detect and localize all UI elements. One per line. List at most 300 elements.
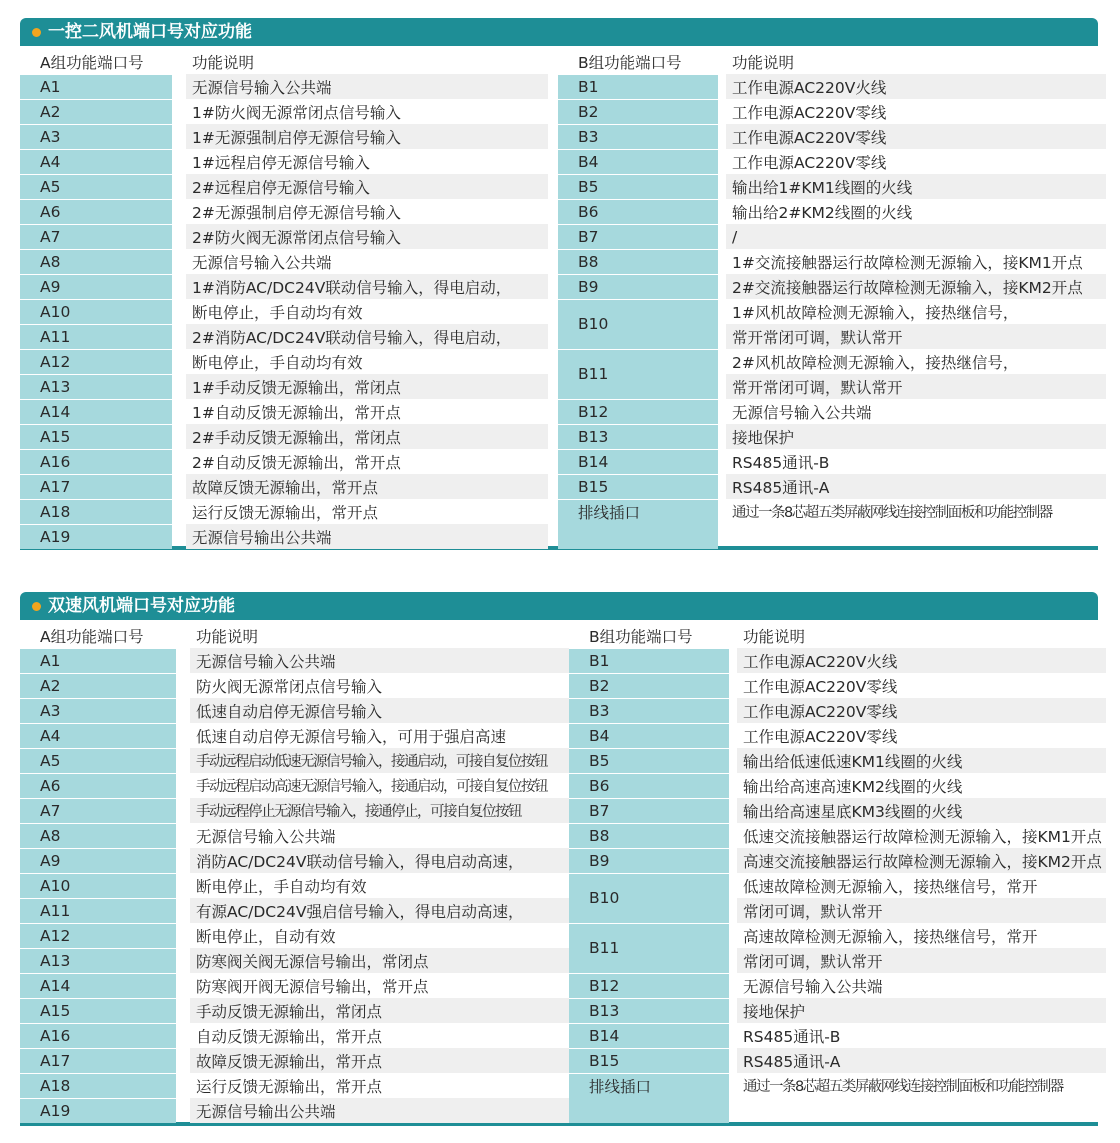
b-desc-cell-text: 输出给高速高速KM2线圈的火线 [743,777,963,796]
b-port-cell-text: B15 [578,477,609,496]
a-port-header-text: A组功能端口号 [40,627,144,646]
b-port-cell [558,299,718,349]
b-desc-cell [737,748,1106,773]
a-port-cell-text: A4 [40,726,61,745]
b-desc-cell-text: RS485通讯-A [743,1052,841,1071]
b-port-cell [569,873,729,923]
b-desc-cell-line2-text: 常开常闭可调，默认常开 [732,328,903,347]
b-port-cell-text: B8 [589,826,610,845]
a-desc-cell [190,848,572,873]
a-desc-cell [186,349,548,374]
b-desc-cell [737,773,1106,798]
a-port-cell [20,873,176,898]
a-desc-cell-text: 手动远程启动高速无源信号输入，接通启动，可接自复位按钮 [196,779,547,795]
b-desc-cell-text: 通过一条8芯超五类屏蔽网线连接控制面板和功能控制器 [732,505,1052,521]
b-port-cell-text: B14 [589,1026,620,1045]
a-desc-cell-text: 无源信号输出公共端 [192,528,332,547]
b-desc-cell [726,424,1106,449]
b-desc-cell-text: 输出给高速星底KM3线圈的火线 [743,802,963,821]
b-desc-cell-text: 工作电源AC220V零线 [732,128,887,147]
b-port-cell [558,149,718,174]
b-desc-cell-line2 [726,324,1106,349]
a-desc-cell [190,798,572,823]
a-desc-cell [190,1023,572,1048]
b-port-cell-text: B5 [578,177,599,196]
a-desc-cell-text: 2#远程启停无源信号输入 [192,178,370,197]
a-desc-cell [190,823,572,848]
a-desc-cell-text: 防火阀无源常闭点信号输入 [196,677,383,696]
a-desc-cell [190,998,572,1023]
a-port-cell-text: A14 [40,402,71,421]
b-desc-cell-text: 接地保护 [732,428,795,447]
a-desc-cell [190,723,572,748]
a-desc-cell [186,249,548,274]
b-desc-cell-text: 1#风机故障检测无源输入，接热继信号， [732,303,1019,322]
a-port-cell-text: A17 [40,1051,71,1070]
a-port-cell [20,99,172,124]
a-desc-cell-text: 消防AC/DC24V联动信号输入，得电启动高速， [196,852,524,871]
b-desc-cell-text: 工作电源AC220V火线 [732,78,887,97]
b-port-cell-text: B7 [589,801,610,820]
b-desc-cell [726,449,1106,474]
a-port-cell [20,823,176,848]
a-desc-cell-text: 有源AC/DC24V强启信号输入，得电启动高速， [196,902,524,921]
a-desc-cell-text: 运行反馈无源输出，常开点 [192,503,379,522]
b-desc-cell-text: 工作电源AC220V零线 [743,727,898,746]
a-desc-cell-text: 故障反馈无源输出，常开点 [196,1052,383,1071]
b-port-header-text: B组功能端口号 [589,627,693,646]
b-port-cell-text: B5 [589,751,610,770]
a-port-cell [20,973,176,998]
b-desc-cell [726,399,1106,424]
a-desc-cell-text: 自动反馈无源输出，常开点 [196,1027,383,1046]
b-port-cell [558,274,718,299]
b-desc-cell-text: 高速交流接触器运行故障检测无源输入，接KM2开点 [743,852,1102,871]
a-desc-cell-text: 无源信号输入公共端 [192,78,332,97]
b-port-cell [569,648,729,673]
a-port-cell [20,673,176,698]
b-desc-header-text: 功能说明 [732,53,795,72]
b-port-cell [558,174,718,199]
b-port-cell-text: 排线插口 [589,1077,652,1096]
a-port-cell-text: A2 [40,676,61,695]
b-desc-cell-text: / [732,227,738,246]
a-port-cell-text: A15 [40,1001,71,1020]
a-desc-cell [186,474,548,499]
a-port-cell [20,274,172,299]
a-port-cell [20,798,176,823]
b-desc-cell-text: 输出给低速低速KM1线圈的火线 [743,752,963,771]
a-desc-cell-text: 断电停止，手自动均有效 [196,877,367,896]
a-desc-cell-text: 无源信号输入公共端 [196,827,336,846]
a-port-cell-text: A9 [40,277,61,296]
a-desc-cell [186,199,548,224]
a-desc-cell [186,499,548,524]
b-desc-cell [726,74,1106,99]
b-desc-cell-line2 [726,374,1106,399]
section-title: 双速风机端口号对应功能 [48,596,235,616]
b-desc-cell [737,798,1106,823]
b-port-cell [569,748,729,773]
a-port-cell-text: A8 [40,252,61,271]
b-desc-cell [726,224,1106,249]
a-desc-cell [186,374,548,399]
b-desc-cell-text: 高速故障检测无源输入，接热继信号，常开 [743,927,1038,946]
b-port-cell [569,798,729,823]
a-desc-cell [186,224,548,249]
b-desc-cell [726,149,1106,174]
a-port-cell [20,1073,176,1098]
b-port-cell-text: B2 [589,676,610,695]
bullet-dot-icon [32,28,41,37]
b-port-cell [569,923,729,973]
b-port-cell [569,973,729,998]
b-port-cell [569,1048,729,1073]
b-port-header [569,623,729,648]
b-port-cell [569,998,729,1023]
a-desc-cell [190,1098,572,1123]
port-tables [20,46,1098,550]
b-desc-cell [726,174,1106,199]
a-port-cell [20,998,176,1023]
b-port-cell [569,698,729,723]
a-desc-cell-text: 防寒阀关阀无源信号输出，常闭点 [196,952,429,971]
a-desc-cell [190,923,572,948]
a-desc-cell-text: 2#消防AC/DC24V联动信号输入，得电启动， [192,328,512,347]
a-port-cell-text: A1 [40,77,61,96]
b-desc-cell-line2-text: 常闭可调，默认常开 [743,902,883,921]
b-port-cell [569,823,729,848]
a-port-cell [20,698,176,723]
b-port-cell-text: B8 [578,252,599,271]
a-port-cell [20,1023,176,1048]
b-desc-cell [737,698,1106,723]
b-port-cell-text: 排线插口 [578,503,641,522]
a-port-cell [20,249,172,274]
b-port-cell-text: B3 [589,701,610,720]
b-port-cell [558,74,718,99]
b-port-cell-text: B15 [589,1051,620,1070]
b-desc-cell-text: 1#交流接触器运行故障检测无源输入，接KM1开点 [732,253,1083,272]
a-desc-cell-text: 低速自动启停无源信号输入，可用于强启高速 [196,727,507,746]
a-port-cell-text: A3 [40,701,61,720]
a-desc-cell [190,948,572,973]
a-port-cell-text: A6 [40,202,61,221]
b-desc-cell [726,349,1106,374]
b-desc-cell [737,973,1106,998]
a-desc-cell-text: 无源信号输入公共端 [192,253,332,272]
a-desc-cell [186,99,548,124]
a-port-cell-text: A14 [40,976,71,995]
a-desc-cell-text: 1#远程启停无源信号输入 [192,153,370,172]
a-port-cell [20,1098,176,1123]
a-desc-cell-text: 防寒阀开阀无源信号输出，常开点 [196,977,429,996]
a-port-cell-text: A12 [40,926,71,945]
b-port-cell-text: B4 [578,152,599,171]
a-desc-cell [186,149,548,174]
b-port-cell-text: B13 [578,427,609,446]
a-desc-cell-text: 2#自动反馈无源输出，常开点 [192,453,401,472]
a-desc-cell [190,773,572,798]
b-desc-cell-text: 通过一条8芯超五类屏蔽网线连接控制面板和功能控制器 [743,1079,1063,1095]
a-desc-cell-text: 1#防火阀无源常闭点信号输入 [192,103,401,122]
a-port-cell-text: A17 [40,477,71,496]
b-port-cell [569,1023,729,1048]
a-port-header-text: A组功能端口号 [40,53,144,72]
a-desc-cell [186,424,548,449]
b-port-cell [569,848,729,873]
b-desc-header-text: 功能说明 [743,627,806,646]
port-tables [20,620,1102,1126]
a-desc-cell [190,673,572,698]
a-desc-cell [190,1073,572,1098]
a-port-cell-text: A18 [40,502,71,521]
a-port-cell-text: A15 [40,427,71,446]
a-port-cell-text: A5 [40,177,61,196]
a-port-cell-text: A7 [40,227,61,246]
b-port-cell-text: B9 [589,851,610,870]
b-port-cell [558,399,718,424]
a-desc-cell [190,898,572,923]
a-desc-cell [186,449,548,474]
a-port-cell [20,399,172,424]
a-port-cell-text: A13 [40,951,71,970]
a-port-cell [20,199,172,224]
a-port-cell-text: A11 [40,901,71,920]
a-port-cell-text: A19 [40,1101,71,1120]
a-port-cell [20,124,172,149]
b-port-cell-text: B6 [578,202,599,221]
b-desc-cell [726,274,1106,299]
b-desc-cell-text: 工作电源AC220V火线 [743,652,898,671]
b-port-cell-text: B11 [578,365,609,383]
b-desc-cell-text: 接地保护 [743,1002,806,1021]
b-desc-cell-text: 无源信号输入公共端 [732,403,872,422]
b-port-cell-text: B6 [589,776,610,795]
a-port-column [20,49,172,549]
b-desc-cell [737,1048,1106,1073]
a-port-cell [20,149,172,174]
b-port-cell-text: B14 [578,452,609,471]
a-desc-header [190,623,572,648]
a-port-cell-text: A2 [40,102,61,121]
b-desc-cell-text: RS485通讯-B [732,453,830,472]
b-port-cell [569,723,729,748]
b-port-cell [558,424,718,449]
b-desc-cell-text: RS485通讯-B [743,1027,841,1046]
a-port-cell-text: A10 [40,876,71,895]
a-port-cell-text: A4 [40,152,61,171]
a-port-cell [20,374,172,399]
b-port-cell-text: B9 [578,277,599,296]
a-port-cell-text: A16 [40,1026,71,1045]
a-desc-cell-text: 2#手动反馈无源输出，常闭点 [192,428,401,447]
a-port-cell [20,848,176,873]
a-desc-cell-text: 断电停止，自动有效 [196,927,336,946]
a-port-cell-text: A10 [40,302,71,321]
a-desc-cell-text: 运行反馈无源输出，常开点 [196,1077,383,1096]
b-port-cell-text: B4 [589,726,610,745]
b-desc-cell [737,648,1106,673]
b-desc-cell-text: 工作电源AC220V零线 [732,103,887,122]
a-desc-header [186,49,548,74]
b-desc-cell-text: 无源信号输入公共端 [743,977,883,996]
section-header [20,18,1098,46]
b-port-header-text: B组功能端口号 [578,53,682,72]
a-desc-cell-text: 2#防火阀无源常闭点信号输入 [192,228,401,247]
a-desc-cell [190,698,572,723]
a-desc-cell-text: 2#无源强制启停无源信号输入 [192,203,401,222]
a-desc-cell-text: 手动反馈无源输出，常闭点 [196,1002,383,1021]
b-port-cell-text: B1 [578,77,599,96]
b-desc-cell-text: 2#交流接触器运行故障检测无源输入，接KM2开点 [732,278,1083,297]
b-desc-cell [726,124,1106,149]
b-desc-header [726,49,1106,74]
b-desc-cell-text: 工作电源AC220V零线 [743,677,898,696]
a-port-cell [20,524,172,549]
b-port-cell [558,199,718,224]
a-port-cell [20,349,172,374]
b-port-cell [558,99,718,124]
a-desc-cell-text: 手动远程启动低速无源信号输入，接通启动，可接自复位按钮 [196,754,547,770]
b-port-cell-text: B13 [589,1001,620,1020]
b-desc-cell-text: 低速故障检测无源输入，接热继信号，常开 [743,877,1038,896]
b-desc-cell [726,99,1106,124]
a-port-cell [20,1048,176,1073]
a-port-cell [20,74,172,99]
b-desc-cell [737,998,1106,1023]
b-desc-cell [737,873,1106,898]
a-desc-cell [186,299,548,324]
a-desc-cell [190,748,572,773]
b-port-cell [558,349,718,399]
b-desc-cell [737,1023,1106,1048]
b-port-column [569,623,729,1123]
a-port-cell [20,898,176,923]
a-desc-cell [186,124,548,149]
b-port-cell-text: B12 [578,402,609,421]
b-desc-cell-line2-text: 常闭可调，默认常开 [743,952,883,971]
b-desc-cell [726,499,1106,524]
b-desc-cell [726,474,1106,499]
b-desc-cell-line2-text: 常开常闭可调，默认常开 [732,378,903,397]
b-port-header [558,49,718,74]
b-port-cell-text: B10 [589,889,620,907]
b-desc-cell-text: 工作电源AC220V零线 [743,702,898,721]
a-port-cell [20,474,172,499]
a-desc-column [186,49,548,549]
a-port-cell-text: A18 [40,1076,71,1095]
a-port-cell [20,324,172,349]
a-port-cell [20,424,172,449]
a-port-cell-text: A3 [40,127,61,146]
b-desc-cell-text: 输出给2#KM2线圈的火线 [732,203,913,222]
a-port-cell [20,174,172,199]
a-desc-cell-text: 故障反馈无源输出，常开点 [192,478,379,497]
a-port-cell-text: A13 [40,377,71,396]
section-fan-control-1 [20,18,1098,550]
b-desc-cell [737,923,1106,948]
a-desc-cell-text: 手动远程停止无源信号输入，接通停止，可接自复位按钮 [196,804,521,820]
a-desc-cell-text: 1#消防AC/DC24V联动信号输入，得电启动， [192,278,512,297]
a-desc-cell-text: 1#无源强制启停无源信号输入 [192,128,401,147]
b-port-cell-text: B2 [578,102,599,121]
b-port-cell-text: B7 [578,227,599,246]
a-desc-column [190,623,572,1123]
b-desc-column [737,623,1106,1123]
b-port-cell [558,124,718,149]
a-desc-cell [186,324,548,349]
b-port-cell-text: B11 [589,939,620,957]
b-desc-header [737,623,1106,648]
b-desc-cell [737,723,1106,748]
a-desc-cell [190,648,572,673]
b-port-cell [569,773,729,798]
a-desc-cell [190,873,572,898]
a-desc-cell [186,74,548,99]
b-port-cell-text: B1 [589,651,610,670]
a-port-cell-text: A12 [40,352,71,371]
b-port-cell-text: B12 [589,976,620,995]
b-desc-cell [737,823,1106,848]
b-desc-cell [726,299,1106,324]
section-header [20,592,1098,620]
a-desc-cell-text: 无源信号输入公共端 [196,652,336,671]
b-port-cell [558,224,718,249]
a-port-cell-text: A5 [40,751,61,770]
b-desc-cell-line2 [737,948,1106,973]
b-port-cell [558,474,718,499]
a-port-cell-text: A8 [40,826,61,845]
section-title: 一控二风机端口号对应功能 [48,22,252,42]
b-desc-cell [726,199,1106,224]
a-port-cell-text: A16 [40,452,71,471]
a-port-header [20,623,176,648]
b-desc-cell [726,249,1106,274]
a-desc-cell [186,174,548,199]
b-port-cell-text: B3 [578,127,599,146]
b-port-cell [558,499,718,524]
a-port-cell [20,299,172,324]
b-desc-cell-text: 2#风机故障检测无源输入，接热继信号， [732,353,1019,372]
a-port-cell [20,499,172,524]
a-desc-cell-text: 断电停止，手自动均有效 [192,353,363,372]
b-port-cell [558,449,718,474]
a-desc-header-text: 功能说明 [192,53,255,72]
b-port-cell [569,1073,729,1098]
a-desc-cell [186,274,548,299]
a-port-cell [20,648,176,673]
a-desc-cell-text: 1#自动反馈无源输出，常开点 [192,403,401,422]
b-desc-cell [737,848,1106,873]
a-port-column [20,623,176,1123]
a-desc-cell-text: 1#手动反馈无源输出，常闭点 [192,378,401,397]
section-fan-control-2 [20,592,1102,1126]
a-desc-cell [186,524,548,549]
a-port-cell [20,773,176,798]
b-desc-cell-text: 工作电源AC220V零线 [732,153,887,172]
a-desc-cell-text: 无源信号输出公共端 [196,1102,336,1121]
b-desc-cell-text: 低速交流接触器运行故障检测无源输入，接KM1开点 [743,827,1102,846]
a-port-cell-text: A7 [40,801,61,820]
b-port-cell-text: B10 [578,315,609,333]
b-desc-cell-line2 [737,898,1106,923]
a-port-cell [20,948,176,973]
a-port-cell [20,224,172,249]
bullet-dot-icon [32,602,41,611]
b-port-cell [558,249,718,274]
b-desc-cell-text: RS485通讯-A [732,478,830,497]
